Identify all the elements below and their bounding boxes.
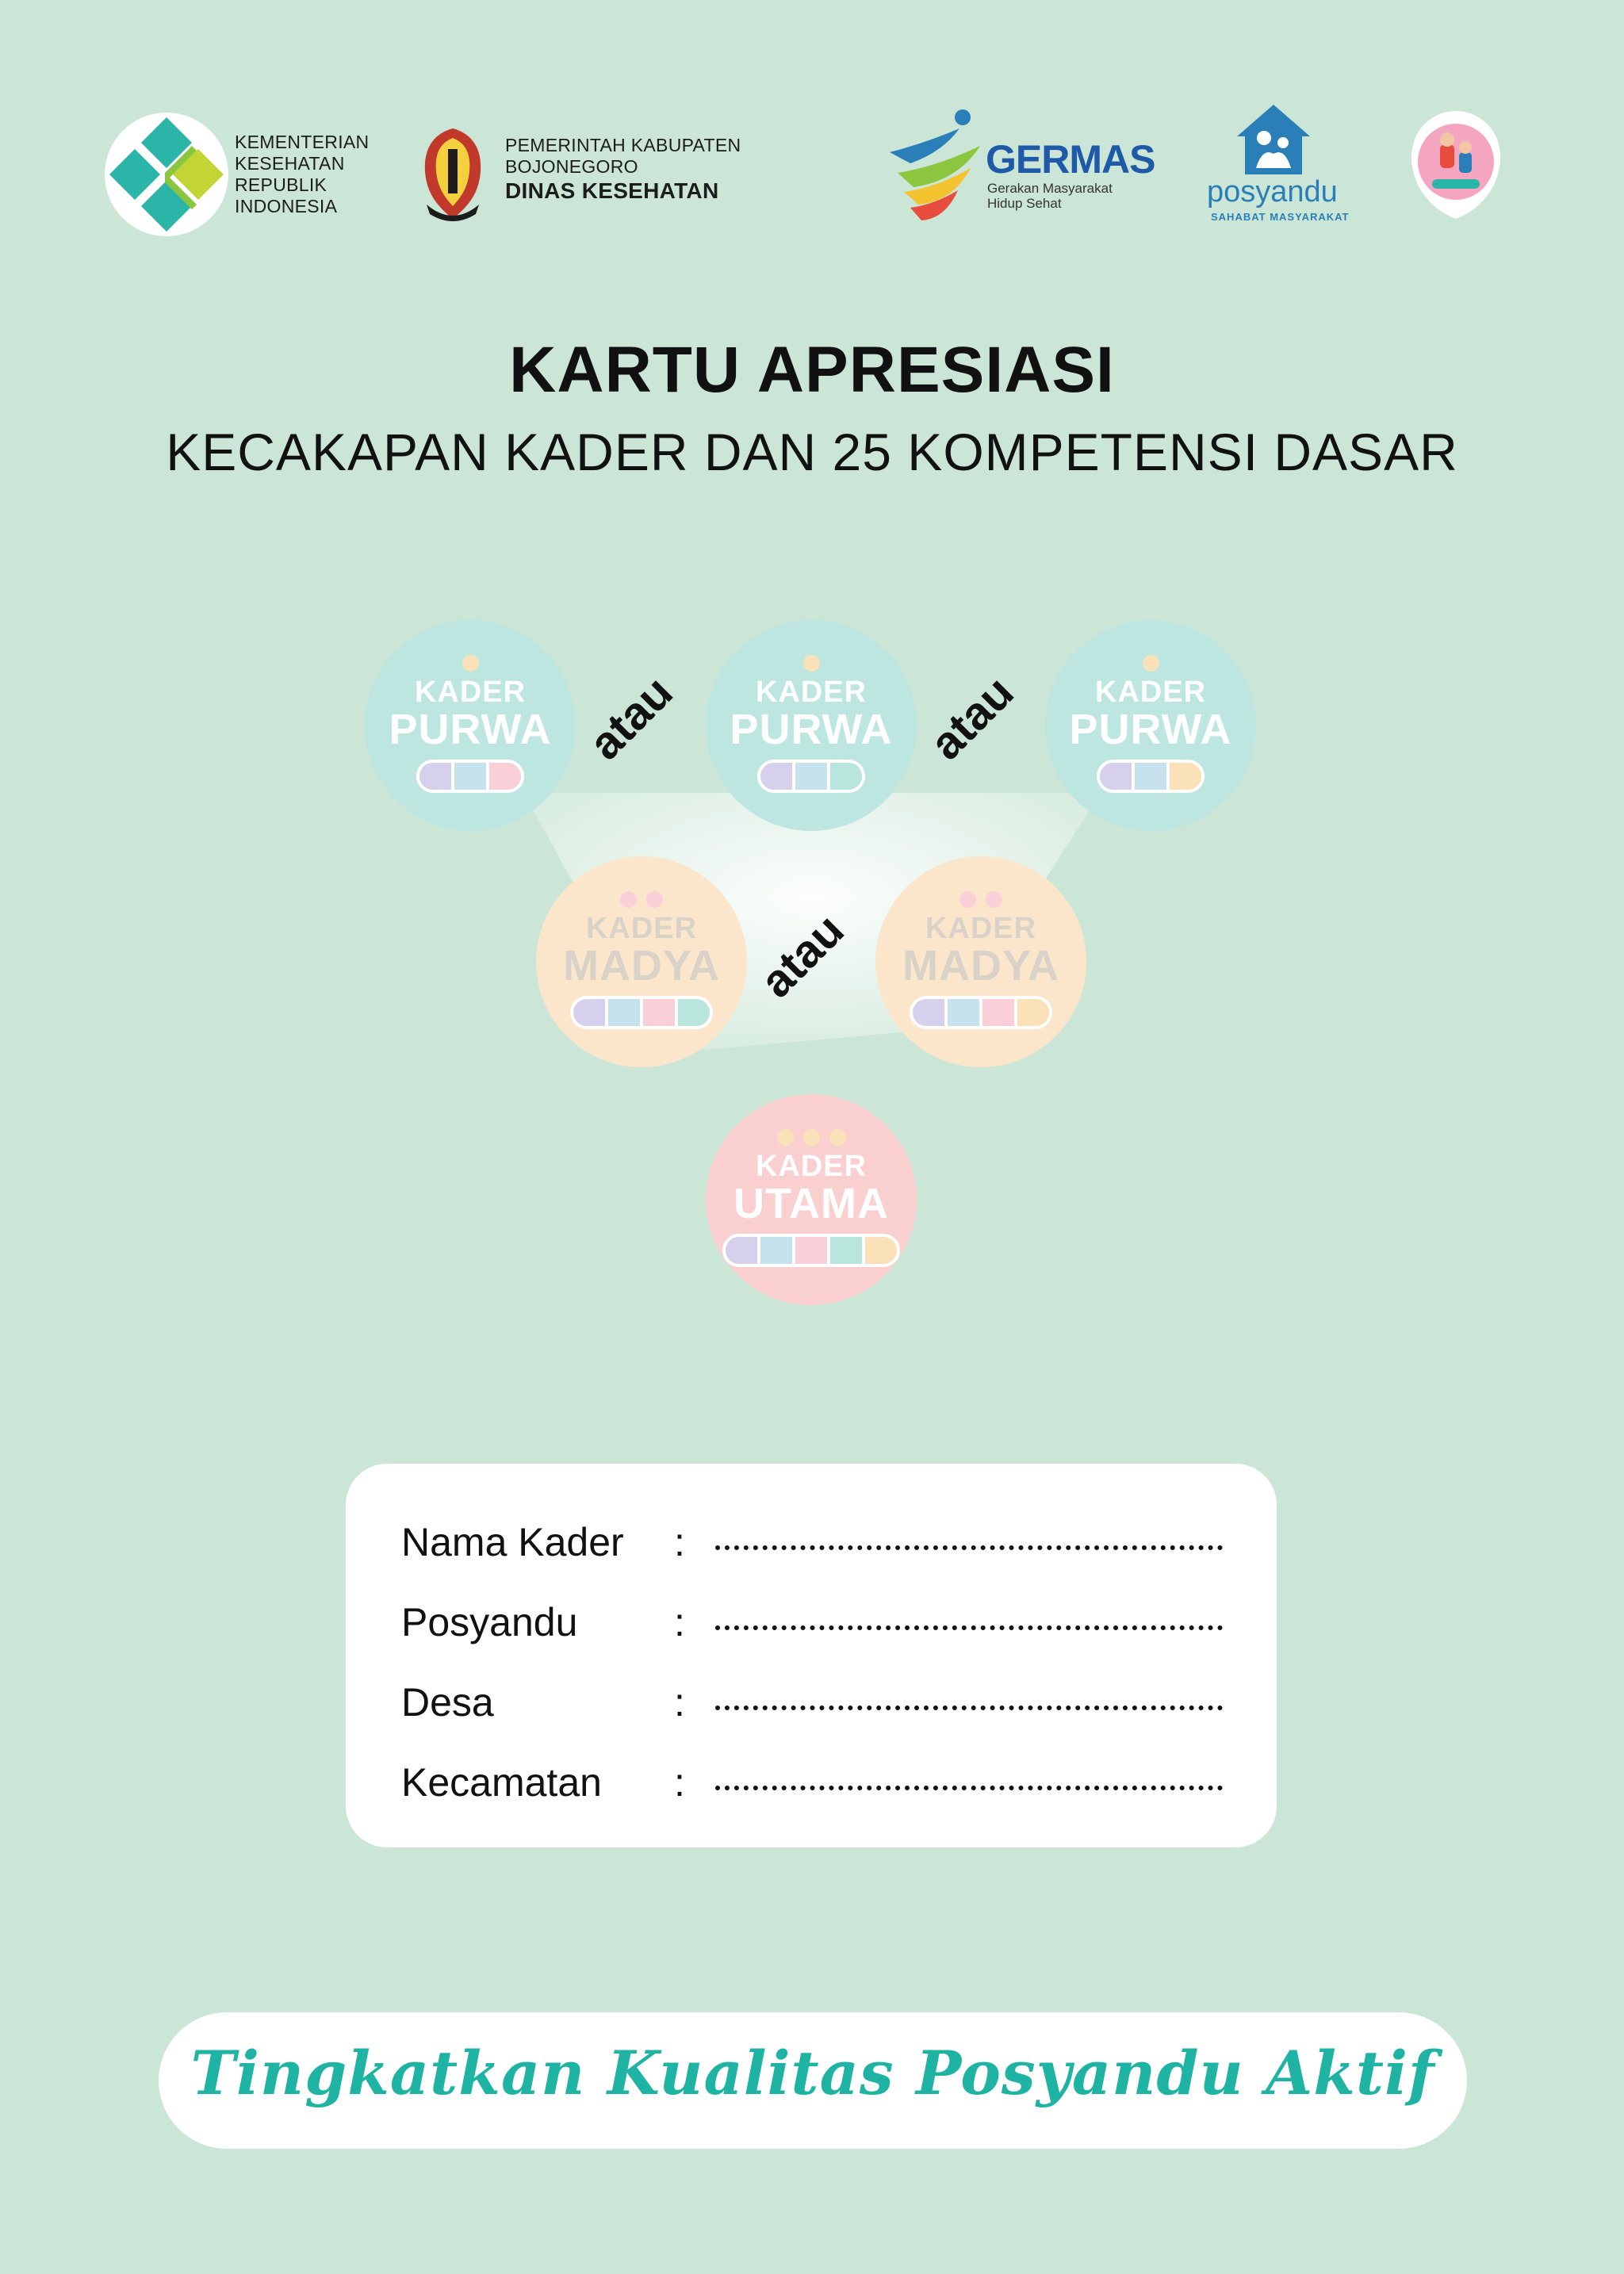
- pill-segment: [419, 763, 454, 790]
- pill-segment: [489, 763, 521, 790]
- atau-label-1: atau: [579, 666, 683, 770]
- badge-kader-purwa-3: [1045, 620, 1256, 831]
- level-dot: [620, 891, 637, 908]
- field-separator: :: [674, 1680, 685, 1725]
- badge-line-2: MADYA: [562, 942, 721, 990]
- badge-pill: [757, 760, 865, 793]
- badge-line-1: KADER: [755, 1150, 868, 1183]
- badge-line-1: KADER: [755, 676, 868, 709]
- badge-level-dots: [706, 655, 917, 672]
- field-separator: :: [674, 1520, 685, 1564]
- badge-line-2: PURWA: [1069, 706, 1232, 753]
- posyandu-wordmark: posyandu: [1207, 175, 1338, 209]
- badge-level-dots: [875, 891, 1086, 908]
- atau-label-3: atau: [750, 904, 854, 1008]
- pill-segment: [760, 1237, 795, 1264]
- form-row-kecamatan: [401, 1759, 1223, 1805]
- badge-level-dots: [706, 1129, 917, 1146]
- pill-segment: [726, 1237, 760, 1264]
- page-title: KARTU APRESIASI: [509, 334, 1115, 406]
- field-fill-line[interactable]: [715, 1781, 1223, 1790]
- field-label: Posyandu: [401, 1600, 578, 1644]
- pill-segment: [830, 763, 862, 790]
- slogan-text: Tingkatkan Kualitas Posyandu Aktif: [190, 2038, 1435, 2108]
- kemenkes-line-3: REPUBLIK: [235, 174, 327, 195]
- badge-kader-madya-2: [875, 856, 1086, 1067]
- form-row-nama-kader: [401, 1519, 1223, 1565]
- badge-pill: [1097, 760, 1205, 793]
- posyandu-tagline: SAHABAT MASYARAKAT: [1211, 211, 1350, 223]
- field-label: Nama Kader: [401, 1520, 624, 1564]
- pill-segment: [1135, 763, 1170, 790]
- badge-kader-madya-1: [536, 856, 747, 1067]
- pill-segment: [948, 999, 982, 1026]
- field-fill-line[interactable]: [715, 1701, 1223, 1710]
- badge-pill: [722, 1234, 900, 1267]
- field-fill-line[interactable]: [715, 1621, 1223, 1630]
- badge-pill: [910, 996, 1052, 1029]
- level-dot: [462, 655, 479, 672]
- pill-segment: [795, 763, 830, 790]
- pill-segment: [678, 999, 710, 1026]
- level-dot: [803, 655, 820, 672]
- level-dot: [803, 1129, 820, 1146]
- level-dot: [777, 1129, 794, 1146]
- badge-line-2: MADYA: [902, 942, 1060, 990]
- level-dot: [829, 1129, 846, 1146]
- atau-label-2: atau: [920, 666, 1024, 770]
- page-subtitle: KECAKAPAN KADER DAN 25 KOMPETENSI DASAR: [166, 423, 1458, 481]
- badge-line-1: KADER: [925, 912, 1037, 945]
- badge-level-dots: [536, 891, 747, 908]
- pill-segment: [1170, 763, 1201, 790]
- badge-level-dots: [1045, 655, 1256, 672]
- field-label: Kecamatan: [401, 1760, 602, 1805]
- badge-line-2: PURWA: [730, 706, 893, 753]
- badge-line-1: KADER: [1094, 676, 1207, 709]
- badge-pill: [416, 760, 524, 793]
- kemenkes-line-1: KEMENTERIAN: [235, 132, 370, 152]
- kemenkes-line-2: KESEHATAN: [235, 153, 345, 174]
- germas-sub-line-2: Hidup Sehat: [987, 196, 1062, 211]
- bojonegoro-line-2: BOJONEGORO: [505, 156, 638, 177]
- pill-segment: [865, 1237, 897, 1264]
- badge-line-1: KADER: [414, 676, 527, 709]
- field-label: Desa: [401, 1680, 494, 1725]
- pill-segment: [795, 1237, 830, 1264]
- pill-segment: [1100, 763, 1135, 790]
- field-fill-line[interactable]: [715, 1541, 1223, 1550]
- badge-kader-purwa-2: [706, 620, 917, 831]
- level-dot: [1143, 655, 1159, 672]
- bojonegoro-line-3: DINAS KESEHATAN: [505, 178, 719, 203]
- pill-segment: [1017, 999, 1049, 1026]
- pill-segment: [982, 999, 1017, 1026]
- badge-line-2: PURWA: [389, 706, 552, 753]
- form-row-posyandu: [401, 1599, 1223, 1645]
- germas-title: GERMAS: [986, 137, 1155, 182]
- pill-segment: [913, 999, 948, 1026]
- pill-segment: [608, 999, 643, 1026]
- level-dot: [646, 891, 663, 908]
- badge-kader-purwa-1: [365, 620, 576, 831]
- pill-segment: [643, 999, 678, 1026]
- badge-line-1: KADER: [585, 912, 698, 945]
- form-row-desa: [401, 1679, 1223, 1725]
- badge-level-dots: [365, 655, 576, 672]
- kemenkes-line-4: INDONESIA: [235, 196, 338, 216]
- pill-segment: [760, 763, 795, 790]
- bojonegoro-line-1: PEMERINTAH KABUPATEN: [505, 135, 741, 155]
- level-dot: [959, 891, 976, 908]
- pill-segment: [454, 763, 489, 790]
- badge-kader-utama: [706, 1094, 917, 1305]
- germas-sub-line-1: Gerakan Masyarakat: [987, 181, 1113, 196]
- field-separator: :: [674, 1760, 685, 1805]
- level-dot: [986, 891, 1002, 908]
- pill-segment: [830, 1237, 865, 1264]
- badge-line-2: UTAMA: [733, 1180, 889, 1227]
- pill-segment: [573, 999, 608, 1026]
- badge-pill: [570, 996, 713, 1029]
- field-separator: :: [674, 1600, 685, 1644]
